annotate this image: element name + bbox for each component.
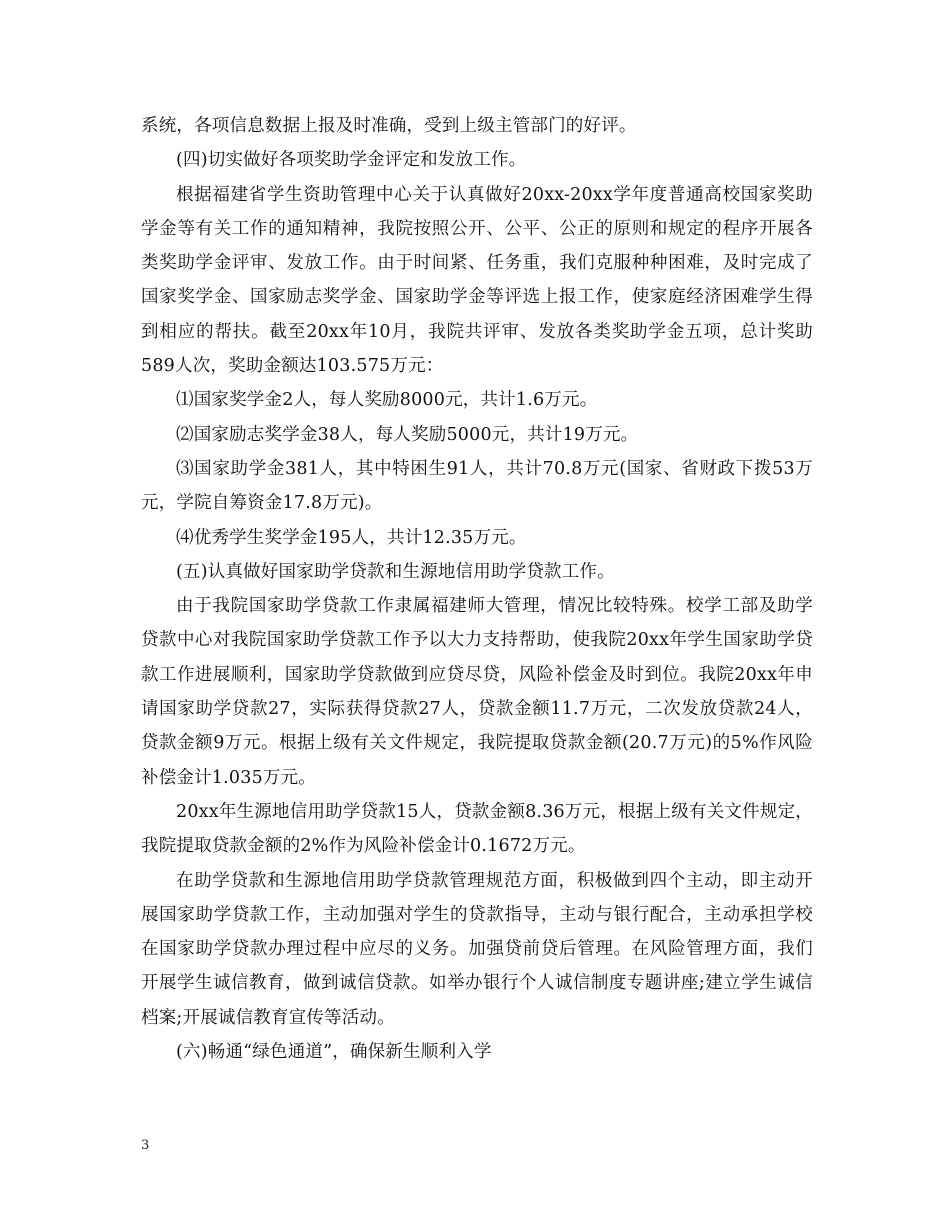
list-item-national-grant: ⑶国家助学金381人，其中特困生91人，共计70.8万元(国家、省财政下拨53万元，学院自筹资金17.8万元)。: [141, 458, 813, 514]
paragraph-local-credit-loan: 20xx年生源地信用助学贷款15人，贷款金额8.36万元，根据上级有关文件规定，我院提取贷款金额的2%作为风险补偿金计0.1672万元。: [141, 801, 813, 857]
paragraph-national-loan: 由于我院国家助学贷款工作隶属福建师大管理，情况比较特殊。校学工部及助学贷款中心对我院国家助学贷款工作予以大力支持帮助，使我院20xx年学生国家助学贷款工作进展顺利，国家助学贷款做到应贷尽贷，风险补偿金及时到位。我院20xx年申请国家助学贷款27，实际获得贷款27人，贷款金额11.7万元，二次发放贷款24人，贷款金额9万元。根据上级有关文件规定，我院提取贷款金额(20.7万元)的5%作风险补偿金计1.035万元。: [141, 596, 813, 788]
paragraph-continuation: 系统，各项信息数据上报及时准确，受到上级主管部门的好评。: [141, 116, 637, 136]
section-heading-4: (四)切实做好各项奖助学金评定和发放工作。: [176, 150, 527, 171]
section-heading-6: (六)畅通“绿色通道”，确保新生顺利入学: [176, 1042, 492, 1063]
list-item-excellent-student-scholarship: ⑷优秀学生奖学金195人，共计12.35万元。: [176, 527, 527, 548]
paragraph-scholarship-overview: 根据福建省学生资助管理中心关于认真做好20xx-20xx学年度普通高校国家奖助学金等有关工作的通知精神，我院按照公开、公平、公正的原则和规定的程序开展各类奖助学金评审、发放工作。由于时间紧、任务重，我们克服种种困难，及时完成了国家奖学金、国家励志奖学金、国家助学金等评选上报工作，使家庭经济困难学生得到相应的帮扶。截至20xx年10月，我院共评审、发放各类奖助学金五项，总计奖助589人次，奖助金额达103.575万元：: [141, 184, 813, 377]
body-text: [141, 109, 813, 1069]
section-heading-5: (五)认真做好国家助学贷款和生源地信用助学贷款工作。: [176, 561, 615, 582]
page-number: 3: [141, 1138, 150, 1153]
paragraph-loan-management: 在助学贷款和生源地信用助学贷款管理规范方面，积极做到四个主动，即主动开展国家助学贷款工作，主动加强对学生的贷款指导，主动与银行配合，主动承担学校在国家助学贷款办理过程中应尽的义务。加强贷前贷后管理。在风险管理方面，我们开展学生诚信教育，做到诚信贷款。如举办银行个人诚信制度专题讲座;建立学生诚信档案;开展诚信教育宣传等活动。: [141, 870, 813, 1028]
list-item-national-scholarship: ⑴国家奖学金2人，每人奖励8000元，共计1.6万元。: [176, 390, 598, 411]
list-item-inspirational-scholarship: ⑵国家励志奖学金38人，每人奖励5000元，共计19万元。: [176, 424, 639, 445]
